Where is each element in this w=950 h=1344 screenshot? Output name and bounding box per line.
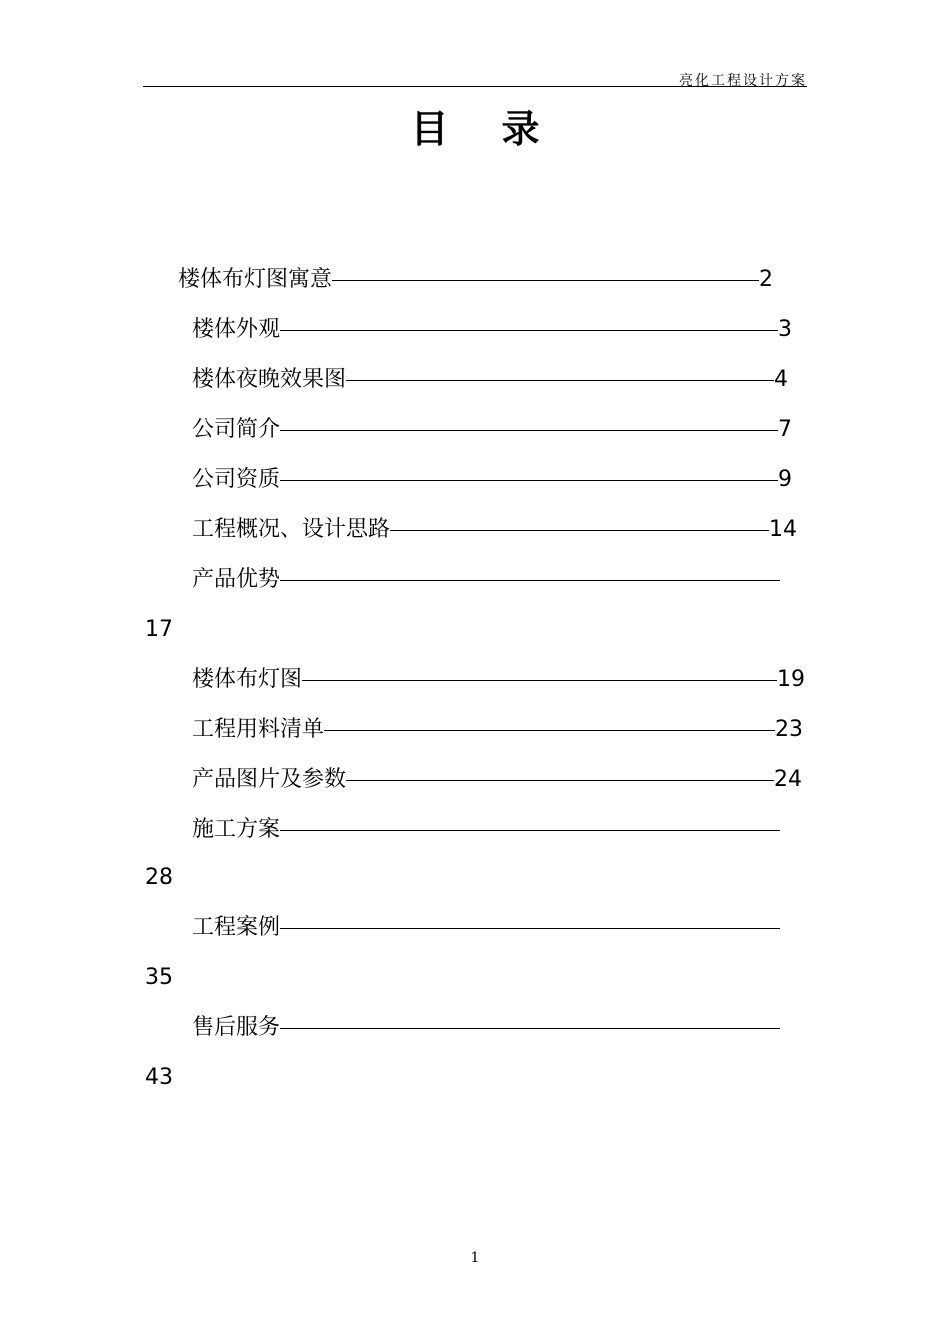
toc-entry-page: 23	[775, 717, 803, 742]
toc-entry[interactable]	[192, 465, 792, 495]
toc-entry-label: 产品图片及参数	[192, 767, 347, 792]
toc-leader-line	[346, 380, 774, 381]
toc-entry-label: 售后服务	[192, 1015, 281, 1040]
toc-entry-page: 4	[774, 367, 788, 392]
toc-leader-line	[280, 330, 778, 331]
toc-entry-label: 工程用料清单	[192, 717, 325, 742]
toc-entry[interactable]	[192, 913, 780, 943]
toc-entry-page: 14	[769, 517, 797, 542]
toc-leader-line	[324, 730, 775, 731]
page-title: 目 录	[410, 107, 540, 151]
toc-entry-page: 19	[777, 667, 805, 692]
toc-leader-line	[390, 530, 769, 531]
toc-entry-label: 楼体布灯图	[192, 667, 303, 692]
toc-leader-line	[280, 430, 778, 431]
toc-entry[interactable]	[192, 365, 788, 395]
toc-entry-label: 楼体布灯图寓意	[178, 267, 333, 292]
toc-entry-label: 公司简介	[192, 417, 281, 442]
toc-entry-page: 3	[778, 317, 792, 342]
toc-entry[interactable]	[192, 565, 780, 595]
toc-entry-label: 楼体夜晚效果图	[192, 367, 347, 392]
toc-entry[interactable]	[192, 715, 803, 745]
toc-entry-page: 9	[778, 467, 792, 492]
toc-entry-page: 43	[145, 1065, 173, 1090]
toc-leader-line	[332, 280, 759, 281]
toc-entry-label: 工程概况、设计思路	[192, 517, 391, 542]
toc-entry-label: 公司资质	[192, 467, 281, 492]
toc-leader-line	[346, 780, 774, 781]
toc-entry[interactable]	[192, 815, 780, 845]
toc-leader-line	[280, 480, 778, 481]
toc-leader-line	[280, 830, 780, 831]
toc-leader-line	[302, 680, 777, 681]
toc-entry-label: 工程案例	[192, 915, 281, 940]
header-title: 亮化工程设计方案	[679, 73, 807, 89]
toc-entry-page: 35	[145, 965, 173, 990]
toc-entry-page: 7	[778, 417, 792, 442]
toc-entry[interactable]	[192, 415, 792, 445]
toc-entry-label: 产品优势	[192, 567, 281, 592]
toc-entry[interactable]	[192, 515, 797, 545]
toc-entry[interactable]	[192, 1013, 780, 1043]
toc-entry-page: 2	[759, 267, 773, 292]
toc-entry[interactable]	[192, 315, 792, 345]
toc-entry[interactable]	[192, 765, 802, 795]
toc-leader-line	[280, 1028, 780, 1029]
toc-entry-page: 24	[774, 767, 802, 792]
toc-entry[interactable]	[178, 265, 773, 295]
page-number: 1	[470, 1250, 480, 1266]
toc-entry[interactable]	[192, 665, 805, 695]
toc-entry-label: 楼体外观	[192, 317, 281, 342]
toc-entry-page: 17	[145, 617, 173, 642]
toc-leader-line	[280, 580, 780, 581]
toc-entry-label: 施工方案	[192, 817, 281, 842]
toc-entry-page: 28	[145, 865, 173, 890]
toc-leader-line	[280, 928, 780, 929]
